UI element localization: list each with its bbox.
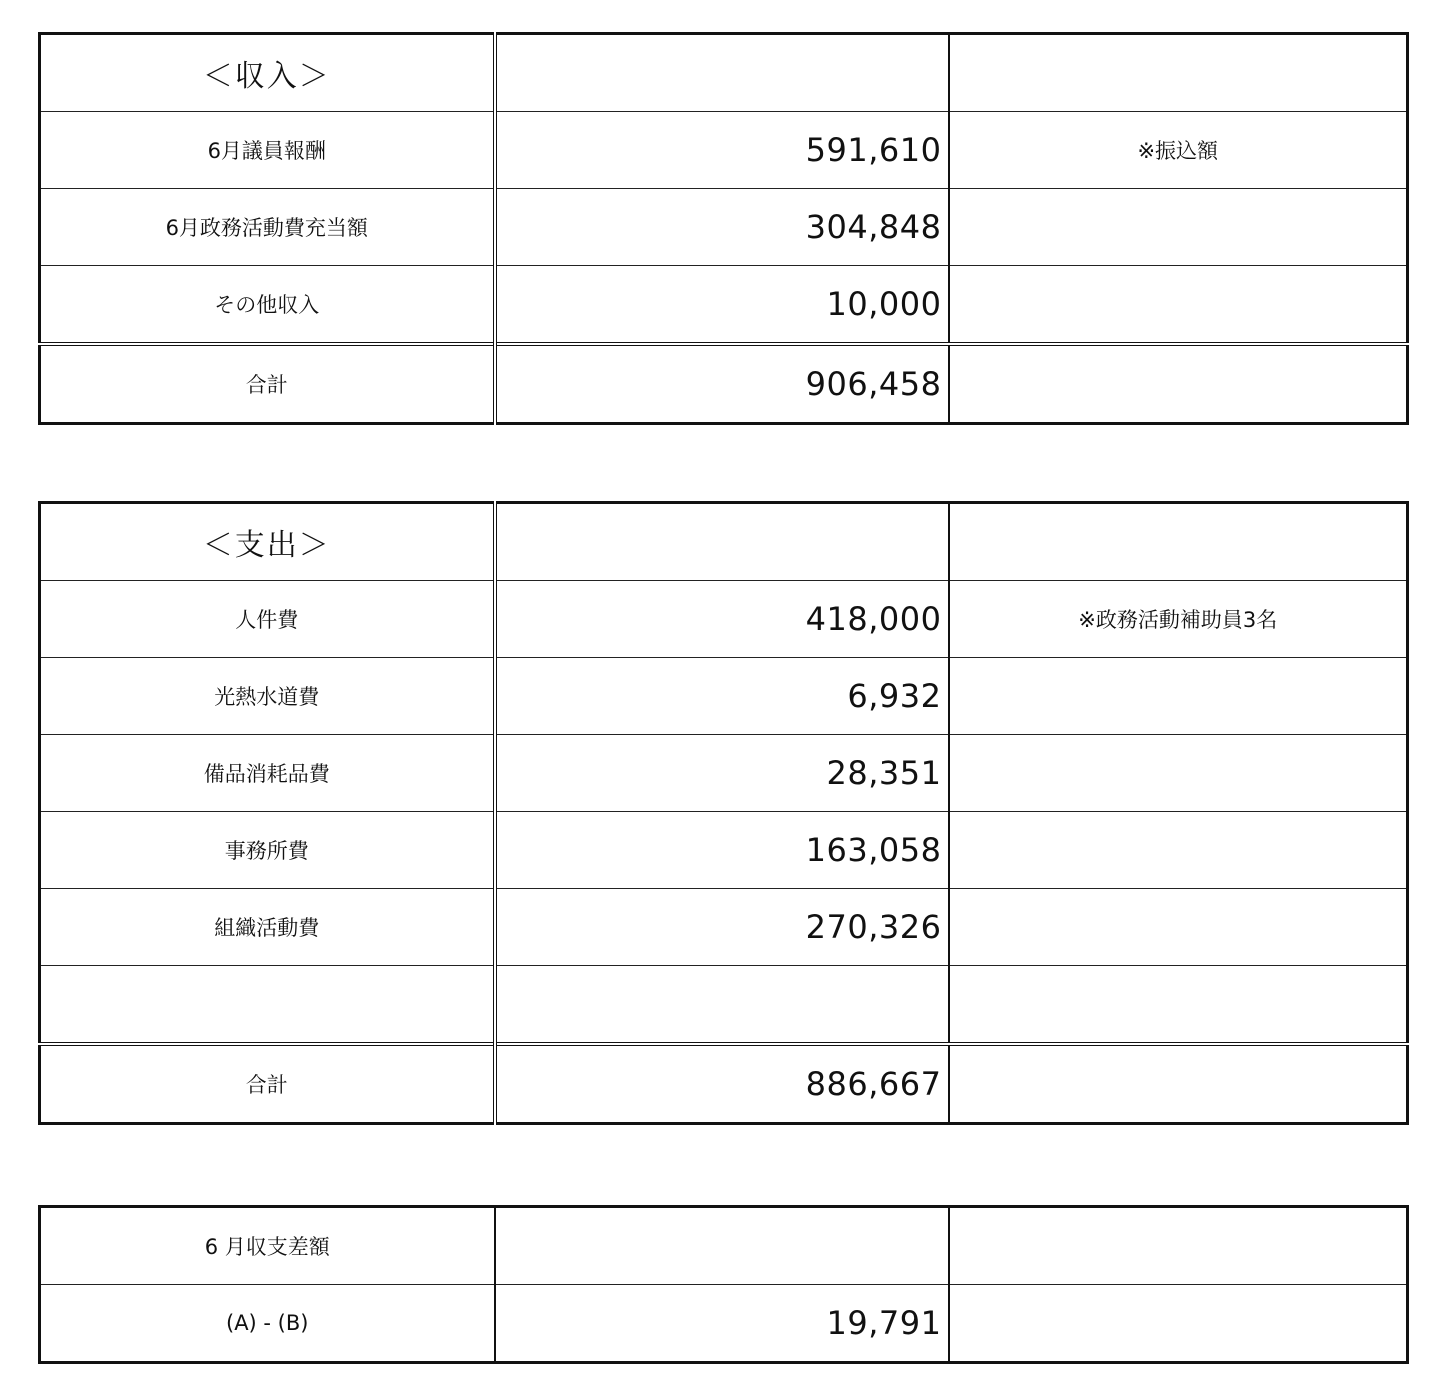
table-row xyxy=(40,189,1408,266)
expense-note xyxy=(949,889,1408,966)
table-row xyxy=(40,735,1408,812)
income-table xyxy=(38,32,1409,425)
difference-row xyxy=(40,1285,1408,1363)
table-row xyxy=(40,266,1408,345)
expense-note xyxy=(949,658,1408,735)
expense-amount: 6,932 xyxy=(495,658,949,735)
expense-label: 備品消耗品費 xyxy=(40,735,495,812)
expense-note xyxy=(949,966,1408,1045)
income-header-row xyxy=(40,34,1408,112)
expense-amount: 418,000 xyxy=(495,581,949,658)
difference-title-row xyxy=(40,1207,1408,1285)
table-row xyxy=(40,581,1408,658)
expense-note xyxy=(949,735,1408,812)
expense-label: 組織活動費 xyxy=(40,889,495,966)
expense-amount: 163,058 xyxy=(495,812,949,889)
difference-amount: 19,791 xyxy=(495,1285,949,1363)
difference-table xyxy=(38,1205,1409,1364)
income-label: 6月議員報酬 xyxy=(40,112,495,189)
table-row xyxy=(40,966,1408,1045)
income-note: ※振込額 xyxy=(949,112,1408,189)
income-note xyxy=(949,266,1408,345)
income-amount: 591,610 xyxy=(495,112,949,189)
expense-label: 事務所費 xyxy=(40,812,495,889)
expense-total-amount: 886,667 xyxy=(495,1044,949,1124)
expense-label: 人件費 xyxy=(40,581,495,658)
expense-note xyxy=(949,812,1408,889)
income-label: その他収入 xyxy=(40,266,495,345)
expense-note: ※政務活動補助員3名 xyxy=(949,581,1408,658)
table-row xyxy=(40,112,1408,189)
income-note xyxy=(949,189,1408,266)
expense-amount: 28,351 xyxy=(495,735,949,812)
expense-total-row xyxy=(40,1044,1408,1124)
table-row xyxy=(40,812,1408,889)
expense-label xyxy=(40,966,495,1045)
difference-formula: (A) - (B) xyxy=(40,1285,495,1363)
income-amount: 304,848 xyxy=(495,189,949,266)
income-label: 6月政務活動費充当額 xyxy=(40,189,495,266)
table-row xyxy=(40,658,1408,735)
income-header: ＜収入＞ xyxy=(40,34,495,112)
income-total-label: 合計 xyxy=(40,344,495,424)
table-row xyxy=(40,889,1408,966)
income-total-amount: 906,458 xyxy=(495,344,949,424)
difference-title: 6 月収支差額 xyxy=(40,1207,495,1285)
expense-label: 光熱水道費 xyxy=(40,658,495,735)
expense-header: ＜支出＞ xyxy=(40,503,495,581)
expense-header-row xyxy=(40,503,1408,581)
expense-table xyxy=(38,501,1409,1125)
expense-amount: 270,326 xyxy=(495,889,949,966)
expense-amount xyxy=(495,966,949,1045)
expense-total-label: 合計 xyxy=(40,1044,495,1124)
income-total-row xyxy=(40,344,1408,424)
income-amount: 10,000 xyxy=(495,266,949,345)
